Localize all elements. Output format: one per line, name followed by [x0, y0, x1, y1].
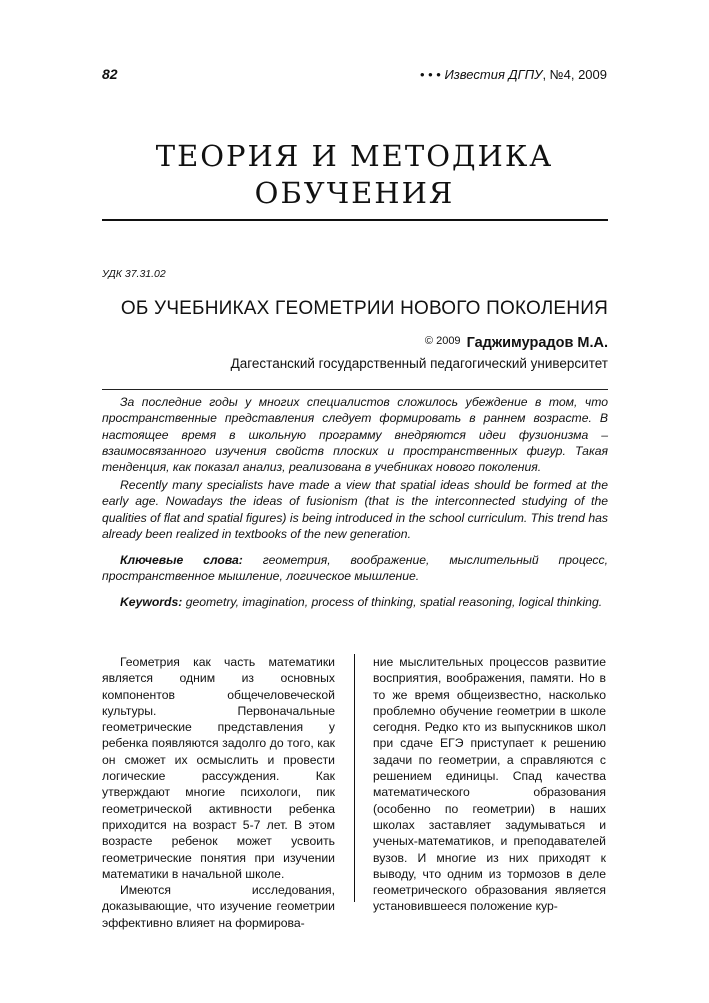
journal-issue: , №4, 2009 — [542, 67, 607, 82]
body-column-right — [373, 654, 606, 915]
abstract-english: Recently many specialists have made a view that spatial ideas should be formed at the early age. Nowadays the ideas of fusionism (that is the interconnected studying of the qualities of flat and spatial figures) is being introduced in the school curriculum. This trend has already been realized in textbooks of the new generation. — [102, 478, 608, 541]
article-title: ОБ УЧЕБНИКАХ ГЕОМЕТРИИ НОВОГО ПОКОЛЕНИЯ — [120, 298, 608, 319]
copyright: © 2009 — [424, 335, 461, 347]
body-paragraph: Имеются исследования, доказывающие, что изучение геометрии эффективно влияет на формирова- — [102, 883, 335, 930]
page-number: 82 — [102, 66, 118, 82]
journal-header — [420, 67, 607, 82]
udk-code: УДК 37.31.02 — [102, 268, 166, 280]
keywords-english — [102, 594, 608, 610]
author-affiliation: Дагестанский государственный педагогический университет — [230, 356, 608, 371]
keywords-english-label: Keywords: — [120, 595, 183, 609]
abstract-russian: За последние годы у многих специалистов сложилось убеждение в том, что пространственные представления следует формировать в раннем возрасте. В настоящее время в школьную программу внедряются идеи фузионизма – взаимосвязанного изучения свойств плоских и пространственных фигур. Такая тенденция, как показал анализ, реализована в учебниках нового поколения. — [102, 389, 608, 475]
author-line — [425, 334, 608, 352]
body-paragraph: ние мыслительных процессов развитие восприятия, воображения, памяти. Но в то же время общеизвестно, насколько проблемно обучение геометрии в школе сегодня. Редко кто из выпускников школ при сдаче ЕГЭ приступает к решению задачи по геометрии, а справляются с решением единицы. Спад качества математического образования (особенно по геометрии) в наших школах заставляет задумываться и ученых-математиков, и преподавателей вузов. И многие из них приходят к выводу, что одним из тормозов в деле геометрического образования является установившееся положение кур- — [373, 655, 606, 914]
body-paragraph: Геометрия как часть математики является одним из основных компонентов общечеловеческой культуры. Первоначальные геометрические представления у ребенка появляются задолго до того, как он сможет их осмыслить и провести логические рассуждения. Как утверждают многие психологи, пик геометрической активности ребенка приходится на возраст 5-7 лет. В этом возрасте ребенок может усвоить геометрические понятия при изучении математики в начальной школе. — [102, 655, 335, 881]
keywords-russian — [102, 552, 608, 585]
section-divider — [102, 219, 608, 221]
keywords-english-text: geometry, imagination, process of thinking, spatial reasoning, logical thinking. — [182, 595, 603, 609]
section-title-line1: ТЕОРИЯ И МЕТОДИКА — [155, 139, 554, 173]
keywords-russian-text: геометрия, воображение, мыслительный процесс, пространственное мышление, логическое мышление. — [102, 553, 608, 584]
section-title — [102, 138, 607, 212]
section-title-line2: ОБУЧЕНИЯ — [254, 176, 455, 210]
column-divider — [354, 654, 355, 902]
journal-name: Известия ДГПУ — [444, 67, 543, 82]
journal-bullets: • • • — [419, 67, 441, 82]
body-column-left — [102, 654, 335, 931]
author-name: Гаджимурадов М.А. — [466, 335, 608, 351]
keywords-russian-label: Ключевые слова: — [120, 553, 243, 567]
